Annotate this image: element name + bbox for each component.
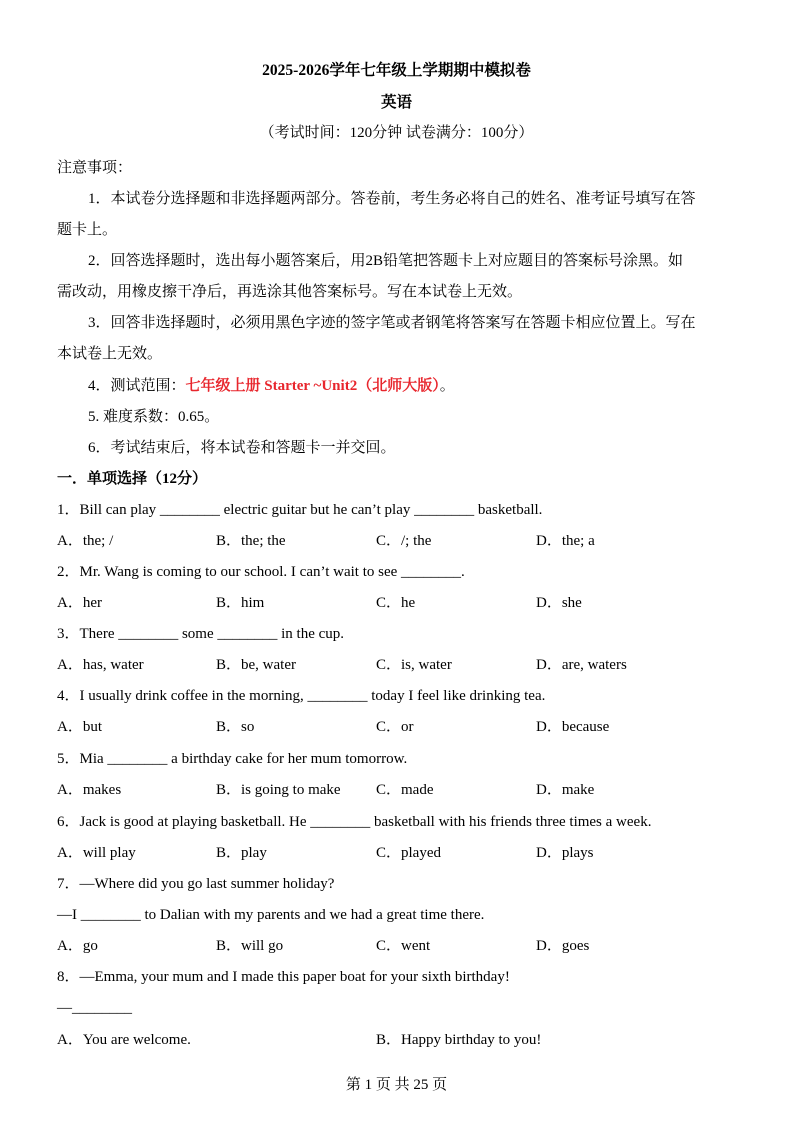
question-2-option-b: B．him xyxy=(216,595,265,611)
question-7-stem-2: —I ________ to Dalian with my parents and we had a great time there. xyxy=(57,907,485,923)
question-6-stem: 6．Jack is good at playing basketball. He ________ basketball with his friends three times a week. xyxy=(57,814,652,830)
question-1-option-a: A．the; / xyxy=(57,533,114,549)
question-4-option-a: A．but xyxy=(57,719,103,735)
note-4 xyxy=(88,376,778,396)
question-1-option-b: B．the; the xyxy=(216,533,286,549)
question-7-option-a: A．go xyxy=(57,938,98,954)
question-1-stem: 1．Bill can play ________ electric guitar but he can’t play ________ basketball. xyxy=(57,502,543,518)
question-2-option-a: A．her xyxy=(57,595,102,611)
question-7-option-b: B．will go xyxy=(216,938,284,954)
note-2-line-2: 需改动，用橡皮擦干净后，再选涂其他答案标号。写在本试卷上无效。 xyxy=(57,284,523,300)
test-scope: 七年级上册 Starter ~Unit2（北师大版） xyxy=(185,378,440,394)
question-3-option-b: B．be, water xyxy=(216,657,296,673)
note-3-line-1: 3．回答非选择题时，必须用黑色字迹的签字笔或者钢笔将答案写在答题卡相应位置上。写在 xyxy=(88,315,696,331)
question-7-option-d: D．goes xyxy=(536,938,590,954)
question-4-option-b: B．so xyxy=(216,719,255,735)
note-1-line-1: 1．本试卷分选择题和非选择题两部分。答卷前，考生务必将自己的姓名、准考证号填写在答 xyxy=(88,191,696,207)
question-4-stem: 4．I usually drink coffee in the morning, ________ today I feel like drinking tea. xyxy=(57,688,546,704)
question-4-option-c: C．or xyxy=(376,719,414,735)
question-8-option-a: A．You are welcome. xyxy=(57,1032,191,1048)
question-5-option-d: D．make xyxy=(536,782,595,798)
note-4-prefix: 4．测试范围： xyxy=(88,378,186,394)
subject-title: 英语 xyxy=(380,94,412,111)
question-7-stem: 7．—Where did you go last summer holiday? xyxy=(57,876,335,892)
question-4-option-d: D．because xyxy=(536,719,610,735)
note-4-suffix: 。 xyxy=(439,378,455,394)
question-3-option-d: D．are, waters xyxy=(536,657,627,673)
section-heading: 一．单项选择（12分） xyxy=(57,471,208,487)
note-3-line-2: 本试卷上无效。 xyxy=(57,346,163,362)
exam-title: 2025-2026学年七年级上学期期中模拟卷 xyxy=(262,62,531,79)
question-2-option-c: C．he xyxy=(376,595,416,611)
question-5-option-c: C．made xyxy=(376,782,434,798)
question-8-stem-2: —________ xyxy=(57,1000,132,1016)
question-6-option-d: D．plays xyxy=(536,845,594,861)
question-3-option-c: C．is, water xyxy=(376,657,452,673)
note-5: 5. 难度系数：0.65。 xyxy=(88,409,220,425)
question-6-option-a: A．will play xyxy=(57,845,136,861)
question-8-stem: 8．—Emma, your mum and I made this paper boat for your sixth birthday! xyxy=(57,969,510,985)
question-2-option-d: D．she xyxy=(536,595,582,611)
page-number: 第 1 页 共 25 页 xyxy=(345,1077,448,1093)
question-3-stem: 3．There ________ some ________ in the cup. xyxy=(57,626,345,642)
question-5-option-a: A．makes xyxy=(57,782,122,798)
question-1-option-c: C．/; the xyxy=(376,533,432,549)
note-2-line-1: 2．回答选择题时，选出每小题答案后，用2B铅笔把答题卡上对应题目的答案标号涂黑。如 xyxy=(88,253,684,269)
question-3-option-a: A．has, water xyxy=(57,657,144,673)
note-1-line-2: 题卡上。 xyxy=(57,222,118,238)
exam-info: （考试时间：120分钟 试卷满分：100分） xyxy=(259,125,534,141)
question-2-stem: 2．Mr. Wang is coming to our school. I can’t wait to see ________. xyxy=(57,564,465,580)
question-7-option-c: C．went xyxy=(376,938,431,954)
note-6: 6．考试结束后，将本试卷和答题卡一并交回。 xyxy=(88,440,396,456)
question-8-option-b: B．Happy birthday to you! xyxy=(376,1032,542,1048)
question-5-option-b: B．is going to make xyxy=(216,782,341,798)
question-6-option-c: C．played xyxy=(376,845,441,861)
question-6-option-b: B．play xyxy=(216,845,267,861)
question-1-option-d: D．the; a xyxy=(536,533,595,549)
notes-heading: 注意事项： xyxy=(57,160,133,176)
question-5-stem: 5．Mia ________ a birthday cake for her mum tomorrow. xyxy=(57,751,408,767)
